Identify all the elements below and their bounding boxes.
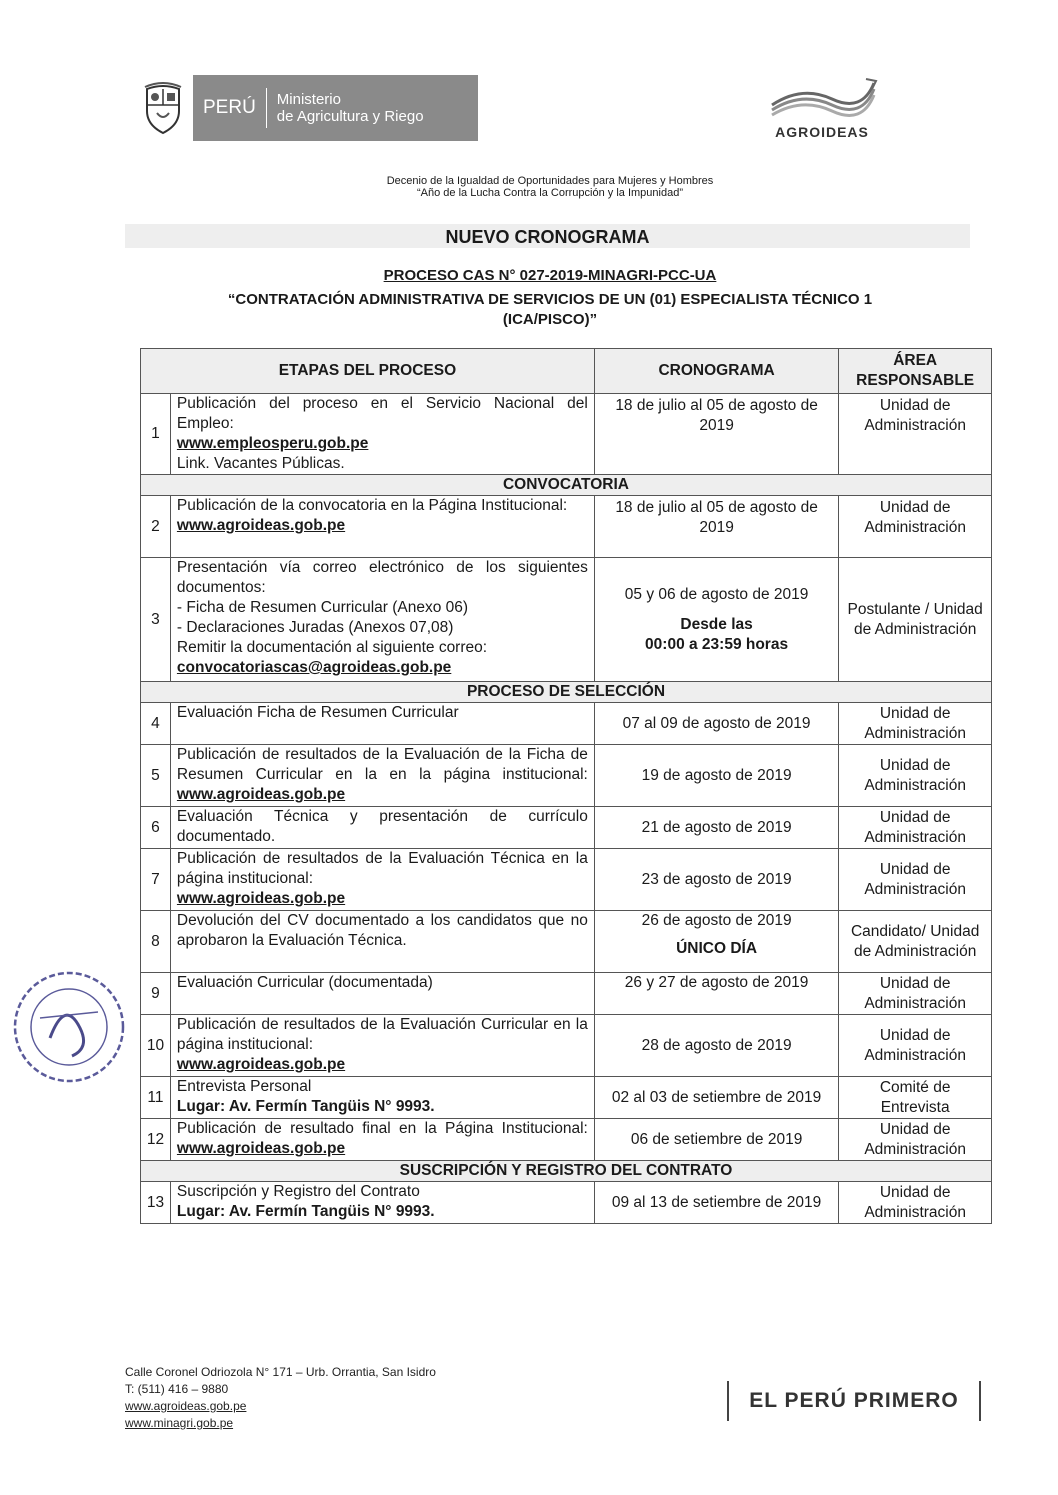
row-number: 7 [141,849,171,911]
row-area: Unidad de Administración [839,807,992,849]
row-area: Candidato/ Unidad de Administración [839,911,992,973]
etapa-text: Suscripción y Registro del Contrato [176,1183,420,1200]
row-area: Comité de Entrevista [839,1077,992,1119]
agroideas-logo [762,77,882,147]
page-title: NUEVO CRONOGRAMA [125,224,970,248]
row-etapa: Evaluación Ficha de Resumen Curricular [170,703,594,745]
row-number: 10 [141,1015,171,1077]
table-row [141,849,992,911]
ministerio-line1: Ministerio [276,91,341,108]
agroideas-label: AGROIDEAS [775,124,869,140]
ministerio-line2: de Agricultura y Riego [276,108,424,125]
header-cronograma: CRONOGRAMA [594,349,838,394]
row-fecha: 06 de setiembre de 2019 [594,1119,838,1161]
row-etapa [170,1119,594,1161]
row-etapa: Evaluación Técnica y presentación de currículo documentado. [170,807,594,849]
table-row [141,973,992,1015]
row-number: 13 [141,1182,171,1224]
process-title-line1: “CONTRATACIÓN ADMINISTRATIVA DE SERVICIOS DE UN (01) ESPECIALISTA TÉCNICO 1 [227,291,873,308]
etapa-lugar: Lugar: Av. Fermín Tangüis N° 9993. [176,1203,435,1220]
process-code: PROCESO CAS N° 027-2019-MINAGRI-PCC-UA [383,267,717,284]
row-fecha: 26 y 27 de agosto de 2019 [594,973,838,1015]
fecha-bold-text: ÚNICO DÍA [676,940,758,957]
row-fecha [594,911,838,973]
decenio-text [300,175,800,199]
section-seleccion: PROCESO DE SELECCIÓN [141,682,992,703]
section-convocatoria: CONVOCATORIA [141,475,992,496]
row-fecha: 21 de agosto de 2019 [594,807,838,849]
row-area: Postulante / Unidad de Administración [839,558,992,682]
row-etapa [170,1182,594,1224]
fecha-bold-text: 00:00 a 23:59 horas [645,635,789,653]
row-fecha: 18 de julio al 05 de agosto de 2019 [594,496,838,558]
row-fecha: 23 de agosto de 2019 [594,849,838,911]
row-area: Unidad de Administración [839,849,992,911]
table-header-row [141,349,992,394]
etapa-text: Publicación de resultado final en la Página Institucional: [176,1120,588,1137]
table-row [141,1119,992,1161]
row-number: 4 [141,703,171,745]
row-fecha: 28 de agosto de 2019 [594,1015,838,1077]
etapa-text: Publicación de resultados de la Evaluación Técnica en la página institucional: [176,850,588,887]
etapa-link[interactable]: www.agroideas.gob.pe [176,517,346,534]
fecha-bold-text: Desde las [680,615,753,633]
row-number: 6 [141,807,171,849]
ministerio-logo [133,75,478,141]
table-row [141,496,992,558]
section-row [141,1161,992,1182]
footer-contact [125,1364,436,1432]
row-number: 5 [141,745,171,807]
peru-label: PERÚ [193,88,267,128]
row-fecha: 07 al 09 de agosto de 2019 [594,703,838,745]
fecha-text: 26 de agosto de 2019 [641,912,792,929]
row-fecha: 18 de julio al 05 de agosto de 2019 [594,394,838,475]
table-row [141,807,992,849]
row-number: 2 [141,496,171,558]
section-row [141,475,992,496]
ministerio-name [267,91,424,125]
etapa-link[interactable]: www.agroideas.gob.pe [176,786,346,803]
table-row [141,1077,992,1119]
row-area: Unidad de Administración [839,1182,992,1224]
row-fecha: 09 al 13 de setiembre de 2019 [594,1182,838,1224]
decenio-line1: Decenio de la Igualdad de Oportunidades para Mujeres y Hombres [386,175,714,187]
row-etapa [170,745,594,807]
row-area: Unidad de Administración [839,496,992,558]
official-stamp-icon [10,968,128,1086]
table-row [141,1015,992,1077]
etapa-email-link[interactable]: convocatoriascas@agroideas.gob.pe [176,659,452,676]
footer-address: Calle Coronel Odriozola N° 171 – Urb. Orrantia, San Isidro [125,1365,436,1379]
fecha-text: 05 y 06 de agosto de 2019 [624,585,809,603]
etapa-text: Link. Vacantes Públicas. [176,455,345,472]
etapa-text: - Ficha de Resumen Curricular (Anexo 06) [176,599,469,616]
row-area: Unidad de Administración [839,1119,992,1161]
row-etapa: Devolución del CV documentado a los candidatos que no aprobaron la Evaluación Técnica. [170,911,594,973]
table-row [141,911,992,973]
row-number: 11 [141,1077,171,1119]
row-etapa: Evaluación Curricular (documentada) [170,973,594,1015]
table-row [141,703,992,745]
table-row [141,745,992,807]
etapa-text: Publicación del proceso en el Servicio Nacional del Empleo: [176,395,588,432]
row-area: Unidad de Administración [839,1015,992,1077]
row-area: Unidad de Administración [839,973,992,1015]
header-etapas: ETAPAS DEL PROCESO [141,349,595,394]
footer-link-minagri[interactable]: www.minagri.gob.pe [125,1416,234,1430]
etapa-text: Remitir la documentación al siguiente correo: [176,639,488,656]
row-etapa [170,1015,594,1077]
etapa-link[interactable]: www.agroideas.gob.pe [176,1140,346,1157]
row-etapa [170,849,594,911]
row-fecha: 02 al 03 de setiembre de 2019 [594,1077,838,1119]
el-peru-primero-brand: EL PERÚ PRIMERO [727,1381,981,1421]
row-etapa [170,1077,594,1119]
header-area-line2: RESPONSABLE [856,372,975,389]
process-title-line2: (ICA/PISCO)” [502,311,598,328]
footer-phone: T: (511) 416 – 9880 [125,1382,229,1396]
row-number: 12 [141,1119,171,1161]
row-number: 1 [141,394,171,475]
etapa-link[interactable]: www.empleosperu.gob.pe [176,435,369,452]
table-row [141,1182,992,1224]
row-etapa [170,394,594,475]
header-area [839,349,992,394]
etapa-link[interactable]: www.agroideas.gob.pe [176,1056,346,1073]
process-title [145,290,955,330]
decenio-line2: “Año de la Lucha Contra la Corrupción y la Impunidad” [417,187,683,199]
etapa-link[interactable]: www.agroideas.gob.pe [176,890,346,907]
row-fecha: 19 de agosto de 2019 [594,745,838,807]
agroideas-waves-icon [762,77,882,117]
schedule-table [140,348,992,1224]
row-etapa [170,558,594,682]
etapa-text: Publicación de la convocatoria en la Página Institucional: [176,497,568,514]
row-area: Unidad de Administración [839,394,992,475]
footer-link-agroideas[interactable]: www.agroideas.gob.pe [125,1399,247,1413]
header-area-line1: ÁREA [893,352,938,369]
etapa-lugar: Lugar: Av. Fermín Tangüis N° 9993. [176,1098,435,1115]
etapa-text: Publicación de resultados de la Evaluación Curricular en la página institucional: [176,1016,588,1053]
table-row [141,558,992,682]
ministerio-banner [193,75,478,141]
section-row [141,682,992,703]
etapa-text: Publicación de resultados de la Evaluación de la Ficha de Resumen Curricular en la en la página institucional: [176,746,588,783]
etapa-text: Entrevista Personal [176,1078,312,1095]
row-etapa [170,496,594,558]
row-number: 3 [141,558,171,682]
row-fecha [594,558,838,682]
row-area: Unidad de Administración [839,745,992,807]
section-suscripcion: SUSCRIPCIÓN Y REGISTRO DEL CONTRATO [141,1161,992,1182]
etapa-text: - Declaraciones Juradas (Anexos 07,08) [176,619,454,636]
table-row [141,394,992,475]
peru-coat-of-arms-icon [133,75,193,141]
row-number: 8 [141,911,171,973]
etapa-text: Presentación vía correo electrónico de los siguientes documentos: [176,559,588,596]
row-area: Unidad de Administración [839,703,992,745]
row-number: 9 [141,973,171,1015]
